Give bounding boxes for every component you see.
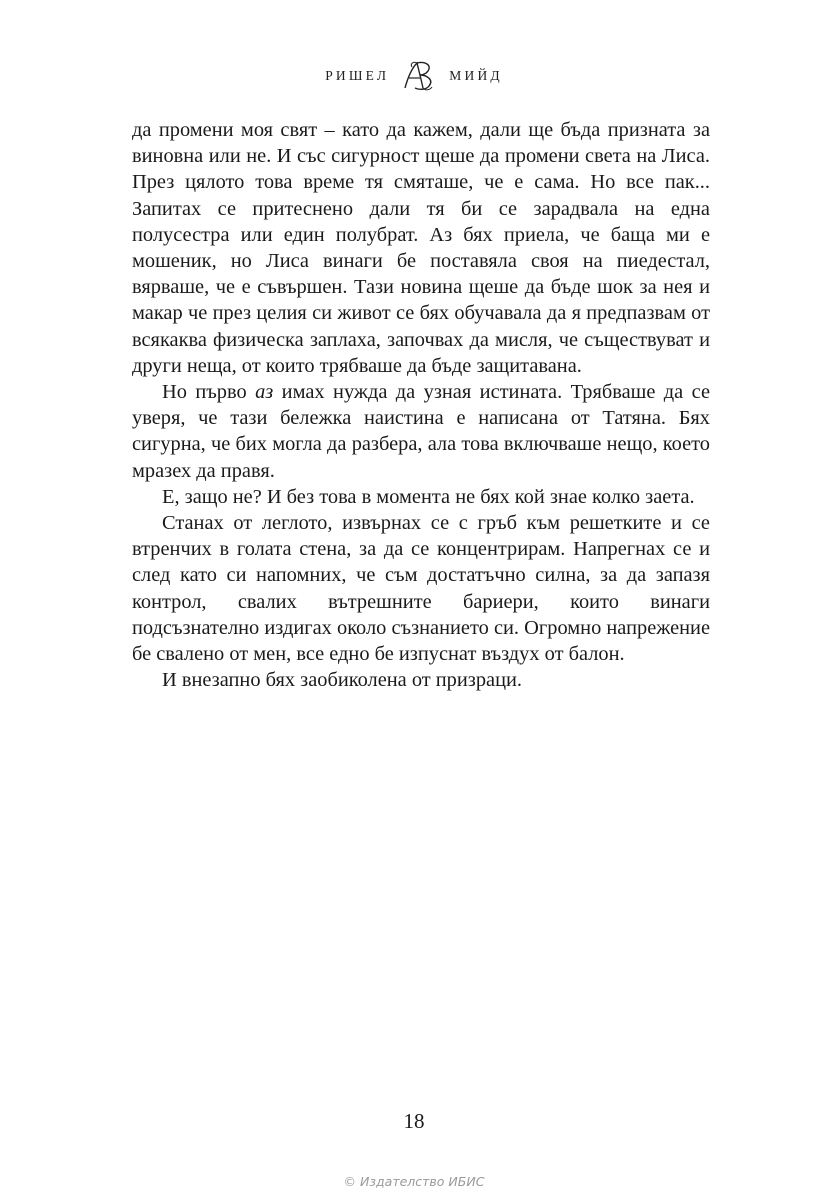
paragraph-2-start: Но първо xyxy=(162,381,256,404)
paragraph-3: Е, защо не? И без това в момента не бях кой знае колко заета. xyxy=(162,485,695,508)
paragraph-2-italic: аз xyxy=(255,381,274,404)
paragraph-5: И внезапно бях заобиколена от призраци. xyxy=(162,669,523,692)
paragraph-1: да промени моя свят – като да кажем, дали ще бъда призната за виновна или не. И със сигурност щеше да промени света на Лиса. През цялото това време тя смяташе, че е сама. Но все пак... Запитах се притеснено дали тя би се зарадвала на една полусестра или един полубрат. Аз бях приела, че баща ми е мошеник, но Лиса винаги бе поставяла своя на пиедестал, вярваше, че е съвършен. Тази новина щеше да бъде шок за нея и макар че през целия си живот се бях обучавала да я предпазвам от всякаква физическа заплаха, започвах да мисля, че съществуват и други неща, от които трябваше да бъде защитавана. xyxy=(132,119,710,377)
paragraph-4: Станах от леглото, извърнах се с гръб към решетките и се втренчих в голата стена, за да се концентрирам. Напрегнах се и след като си напомних, че съм достатъчно силна, за да запазя контрол, свалих вътрешните бариери, които винаги подсъзнателно издигах около съзнанието си. Огромно напрежение бе свалено от мен, все едно бе изпуснат въздух от балон. xyxy=(132,512,710,666)
author-first-name: РИШЕЛ xyxy=(325,68,390,83)
rm-monogram-icon xyxy=(399,59,439,93)
running-head xyxy=(0,58,828,94)
paragraph-2 xyxy=(132,379,710,484)
page-number: 18 xyxy=(403,1109,425,1133)
author-last-name: МИЙД xyxy=(449,68,503,83)
paragraph-2-rest: имах нужда да узная истината. Трябваше да се уверя, че тази бележка наистина е написана от Татяна. Бях сигурна, че бих могла да разбера, ала това включваше нещо, което мразех да правя. xyxy=(132,381,711,482)
copyright-notice: © Издателство ИБИС xyxy=(343,1174,485,1189)
body-text xyxy=(132,117,710,693)
